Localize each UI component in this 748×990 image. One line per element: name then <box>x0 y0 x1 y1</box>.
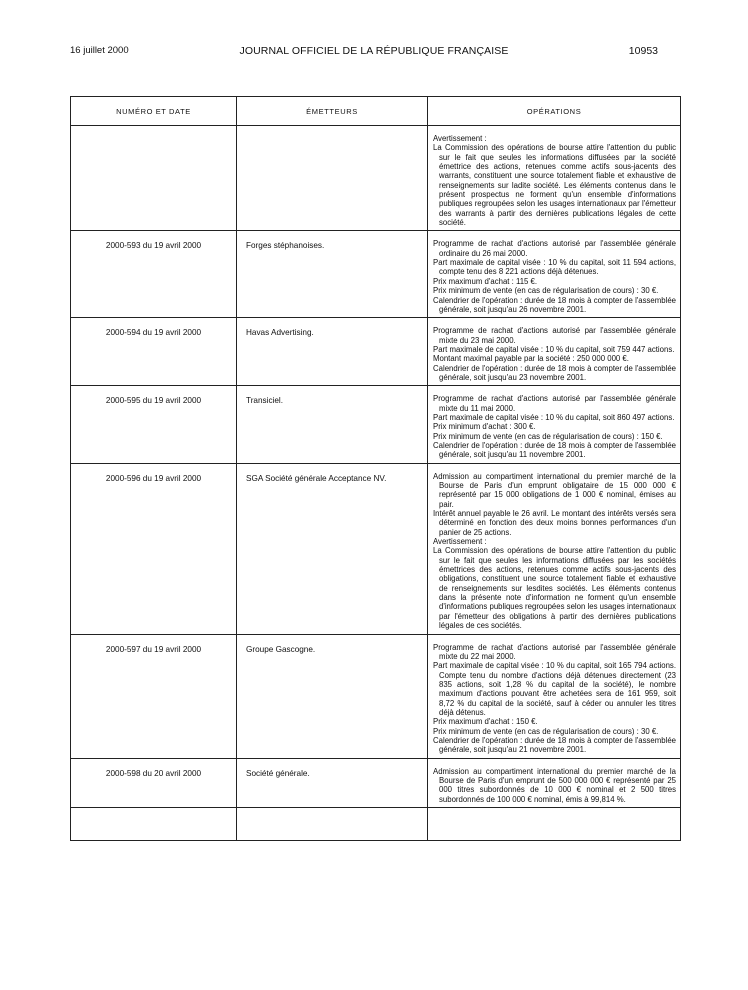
row-issuer: Forges stéphanoises. <box>237 231 428 318</box>
operation-paragraph: Part maximale de capital visée : 10 % du capital, soit 11 594 actions, compte tenu des 8 221 actions déjà détenues. <box>433 258 676 277</box>
table-header-row <box>71 97 681 126</box>
row-operations <box>428 126 681 231</box>
row-number-date: 2000-595 du 19 avril 2000 <box>71 386 237 463</box>
operation-paragraph: Admission au compartiment international du premier marché de la Bourse de Paris d'un emprunt obligataire de 15 000 000 € représenté par 15 000 obligations de 1 000 € nominal, émises au pair. <box>433 471 676 509</box>
row-operations <box>428 231 681 318</box>
row-issuer: Transiciel. <box>237 386 428 463</box>
operation-paragraph: Programme de rachat d'actions autorisé par l'assemblée générale mixte du 22 mai 2000. <box>433 642 676 661</box>
row-issuer: SGA Société générale Acceptance NV. <box>237 463 428 634</box>
row-issuer <box>237 126 428 231</box>
table-row <box>71 634 681 758</box>
operation-paragraph: Programme de rachat d'actions autorisé par l'assemblée générale mixte du 11 mai 2000. <box>433 394 676 413</box>
table-row <box>71 231 681 318</box>
operation-paragraph: La Commission des opérations de bourse attire l'attention du public sur le fait que seules les informations diffusées par les sociétés émettrices des actions, retenues comme actifs sous-jacents des obligations, constituent une source totalement fiable et exhaustive de renseignements sur lesdites sociétés. Les éléments contenus dans la présente note d'information ne forment qu'un ensemble d'informations publiques regroupées selon les usages internationaux par l'émetteur des obligations à partir des dernières publications légales de ces sociétés. <box>433 546 676 631</box>
table-row <box>71 126 681 231</box>
operation-paragraph: Prix maximum d'achat : 115 €. <box>433 276 538 286</box>
row-number-date <box>71 126 237 231</box>
operation-paragraph: Montant maximal payable par la société : 250 000 000 €. <box>433 354 629 364</box>
row-issuer: Groupe Gascogne. <box>237 634 428 758</box>
row-issuer: Société générale. <box>237 758 428 807</box>
column-header-number-date: NUMÉRO ET DATE <box>71 97 237 126</box>
header-date: 16 juillet 2000 <box>70 45 129 56</box>
row-operations <box>428 463 681 634</box>
row-number-date: 2000-597 du 19 avril 2000 <box>71 634 237 758</box>
row-number-date: 2000-594 du 19 avril 2000 <box>71 318 237 386</box>
row-operations <box>428 634 681 758</box>
column-header-operations: OPÉRATIONS <box>428 97 681 126</box>
operation-paragraph: Intérêt annuel payable le 26 avril. Le montant des intérêts versés sera déterminé en fonction des deux moins bonnes performances d'un panier de 25 actions. <box>433 509 676 537</box>
operations-table <box>70 96 681 841</box>
operation-paragraph: Calendrier de l'opération : durée de 18 mois à compter de l'assemblée générale, soit jusqu'au 11 novembre 2001. <box>433 440 676 460</box>
page-number: 10953 <box>628 45 658 57</box>
table-body <box>71 126 681 841</box>
operation-paragraph: Prix minimum d'achat : 300 €. <box>433 422 536 432</box>
operation-paragraph: Calendrier de l'opération : durée de 18 mois à compter de l'assemblée générale, soit jusqu'au 21 novembre 2001. <box>433 735 676 755</box>
row-operations <box>428 318 681 386</box>
row-operations <box>428 758 681 807</box>
table-continuation-row <box>71 808 681 841</box>
operation-paragraph: Admission au compartiment international du premier marché de la Bourse de Paris d'un emprunt de 500 000 000 € représenté par 25 000 titres subordonnés de 10 000 € nominal et 2 500 titres subordonnés de 100 000 € nominal, émis à 99,814 %. <box>433 766 676 804</box>
row-number-date: 2000-596 du 19 avril 2000 <box>71 463 237 634</box>
operation-paragraph: Prix minimum de vente (en cas de régularisation de cours) : 150 €. <box>433 431 663 441</box>
operation-paragraph: Programme de rachat d'actions autorisé par l'assemblée générale ordinaire du 26 mai 2000. <box>433 239 676 258</box>
table-row <box>71 318 681 386</box>
operation-paragraph: La Commission des opérations de bourse attire l'attention du public sur le fait que seules les informations diffusées par la société émettrice des actions, retenues comme actifs sous-jacents des warrants, constituent une source totalement fiable et exhaustive de renseignements sur ladite société. Les éléments contenus dans le présent prospectus ne forment qu'un ensemble d'informations publiques regroupées selon les usages internationaux par l'émetteur des warrants à partir des dernières publications légales de cette société. <box>433 143 676 228</box>
operation-paragraph: Part maximale de capital visée : 10 % du capital, soit 759 447 actions. <box>433 344 675 354</box>
operation-paragraph: Part maximale de capital visée : 10 % du capital, soit 860 497 actions. <box>433 412 675 422</box>
row-issuer: Havas Advertising. <box>237 318 428 386</box>
table-row <box>71 386 681 463</box>
empty-cell <box>428 808 681 841</box>
row-number-date: 2000-598 du 20 avril 2000 <box>71 758 237 807</box>
column-header-issuers: ÉMETTEURS <box>237 97 428 126</box>
journal-title: JOURNAL OFFICIEL DE LA RÉPUBLIQUE FRANÇAISE <box>239 45 509 57</box>
operation-paragraph: Programme de rachat d'actions autorisé par l'assemblée générale mixte du 23 mai 2000. <box>433 326 676 345</box>
operation-paragraph: Prix maximum d'achat : 150 €. <box>433 717 538 727</box>
empty-cell <box>237 808 428 841</box>
operation-paragraph: Prix minimum de vente (en cas de régularisation de cours) : 30 €. <box>433 286 659 296</box>
row-number-date: 2000-593 du 19 avril 2000 <box>71 231 237 318</box>
operation-heading: Avertissement : <box>433 537 487 547</box>
operation-paragraph: Prix minimum de vente (en cas de régularisation de cours) : 30 €. <box>433 726 659 736</box>
operation-heading: Avertissement : <box>433 134 487 143</box>
table-row <box>71 463 681 634</box>
operation-paragraph: Calendrier de l'opération : durée de 18 mois à compter de l'assemblée générale, soit jusqu'au 23 novembre 2001. <box>433 363 676 382</box>
empty-cell <box>71 808 237 841</box>
operation-paragraph: Part maximale de capital visée : 10 % du capital, soit 165 794 actions. Compte tenu du nombre d'actions déjà détenues directement (23 835 actions, soit 1,28 % du capital de la société), le nombre maximum d'actions pouvant être achetées sera de 161 959, soit 8,72 % du capital de la société, sauf à céder ou annuler les titres déjà détenus. <box>433 661 676 717</box>
table-row <box>71 758 681 807</box>
row-operations <box>428 386 681 463</box>
operation-paragraph: Calendrier de l'opération : durée de 18 mois à compter de l'assemblée générale, soit jusqu'au 26 novembre 2001. <box>433 295 676 314</box>
